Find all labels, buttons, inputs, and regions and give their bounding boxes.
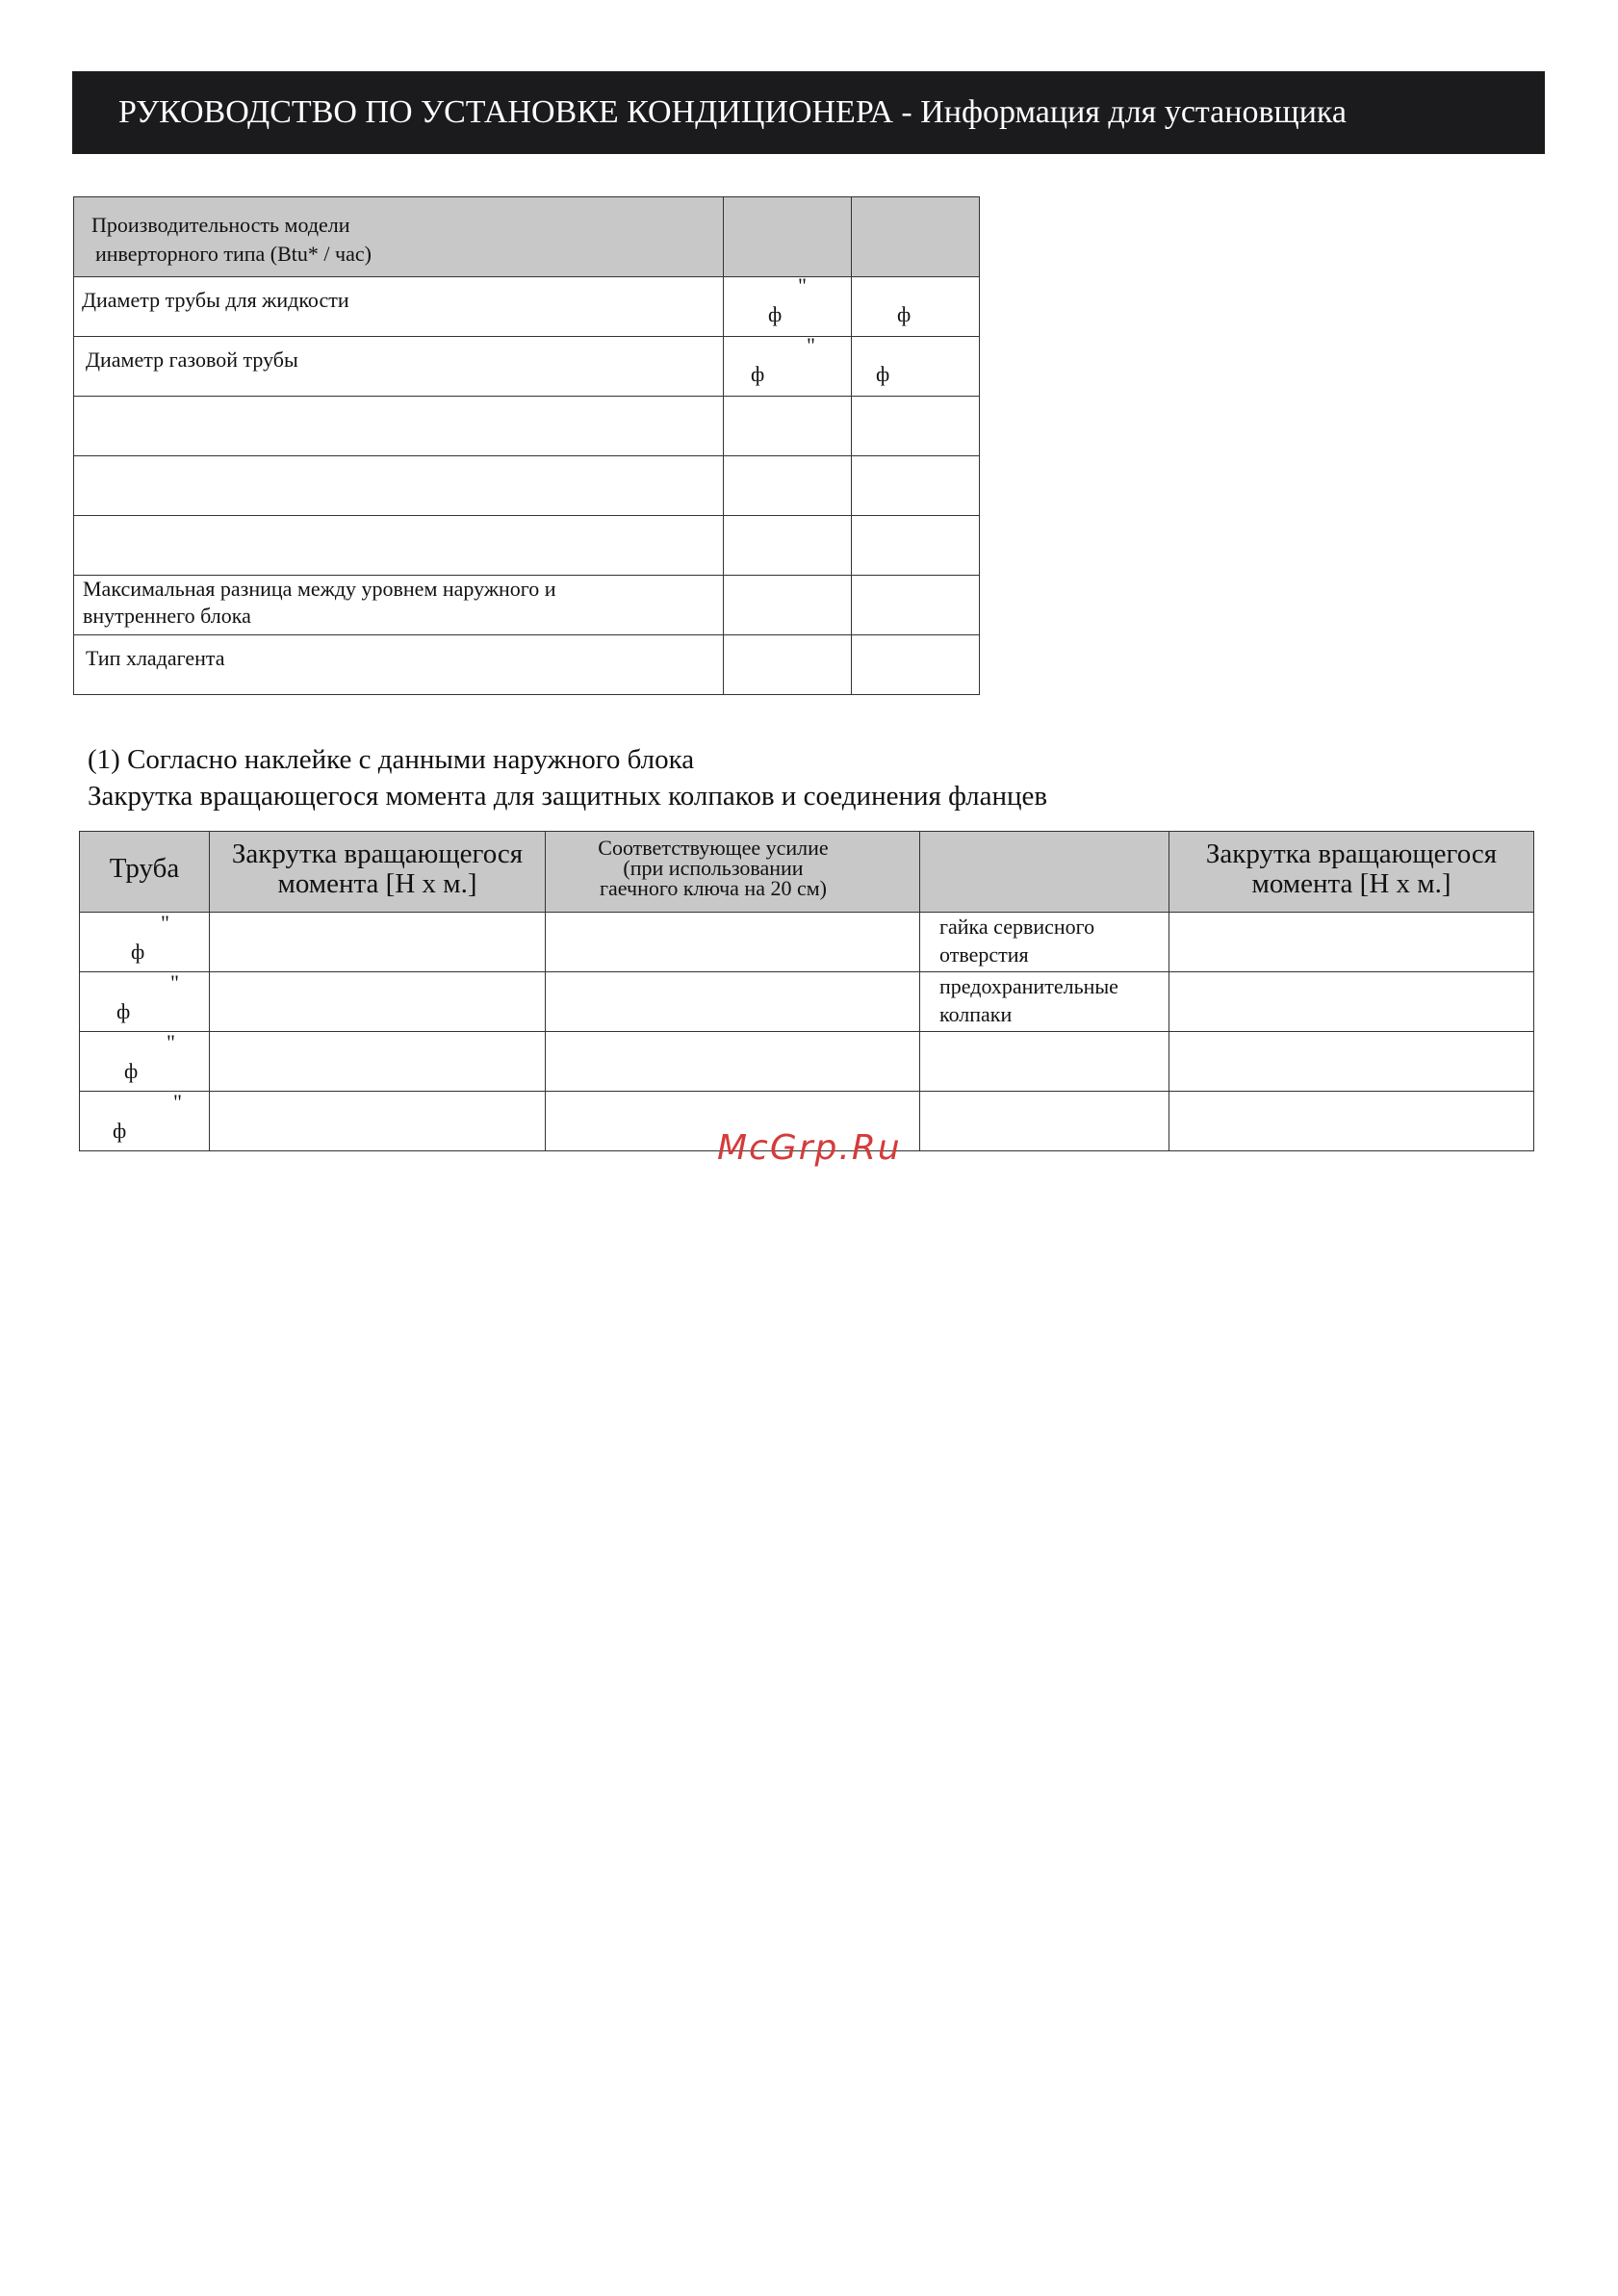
note-line-2: Закрутка вращающегося момента для защитных колпаков и соединения фланцев <box>88 781 1048 812</box>
spec-cell <box>724 576 852 635</box>
torque-header-row <box>80 832 1534 913</box>
torque-cell-2 <box>1169 913 1534 972</box>
spec-header-col-2 <box>852 197 980 277</box>
spec-row-label <box>74 456 724 516</box>
inch-mark: " <box>798 273 807 297</box>
spec-row-label <box>74 397 724 456</box>
header-line-2: момента [Н х м.] <box>277 868 477 899</box>
part-line-1: предохранительные <box>939 974 1118 998</box>
notes <box>88 741 1047 814</box>
spec-cell <box>852 456 980 516</box>
spec-row-label <box>74 516 724 576</box>
header-line-2: инверторного типа (Btu* / час) <box>95 242 372 266</box>
spec-row-height-diff <box>74 576 980 635</box>
spec-cell <box>852 277 980 337</box>
spec-row-label: Тип хладагента <box>74 635 724 695</box>
spec-header-col-1 <box>724 197 852 277</box>
part-cell <box>920 1032 1169 1092</box>
torque-header-torque <box>210 832 546 913</box>
phi-symbol: ф <box>131 940 145 964</box>
inch-mark: " <box>807 333 815 357</box>
part-cell <box>920 913 1169 972</box>
page-title-banner <box>72 71 1545 154</box>
spec-row-refrigerant <box>74 635 980 695</box>
force-cell <box>546 1032 920 1092</box>
spec-row-label: Диаметр газовой трубы <box>74 337 724 397</box>
pipe-cell <box>80 913 210 972</box>
spec-cell <box>724 397 852 456</box>
spec-row-label <box>74 576 724 635</box>
torque-cell-2 <box>1169 1092 1534 1151</box>
torque-row <box>80 913 1534 972</box>
torque-cell <box>210 913 546 972</box>
page-title: РУКОВОДСТВО ПО УСТАНОВКЕ КОНДИЦИОНЕРА - Информация для установщика <box>118 94 1347 130</box>
torque-row <box>80 1032 1534 1092</box>
phi-symbol: ф <box>768 302 783 326</box>
spec-header-label <box>74 197 724 277</box>
header-line-1: Соответствующее усилие <box>598 836 829 860</box>
part-cell <box>920 972 1169 1032</box>
inch-mark: " <box>161 911 169 935</box>
spec-cell <box>724 516 852 576</box>
phi-symbol: ф <box>751 362 765 386</box>
phi-symbol: ф <box>124 1059 139 1083</box>
header-line-1: Закрутка вращающегося <box>1205 838 1498 869</box>
torque-cell <box>210 1092 546 1151</box>
part-line-2: колпаки <box>939 1002 1013 1026</box>
spec-row-empty <box>74 516 980 576</box>
pipe-cell <box>80 1092 210 1151</box>
inch-mark: " <box>173 1090 182 1114</box>
torque-row <box>80 972 1534 1032</box>
torque-header-force <box>546 832 920 913</box>
spec-cell <box>852 576 980 635</box>
pipe-cell <box>80 1032 210 1092</box>
torque-header-pipe: Труба <box>80 832 210 913</box>
spec-row-empty <box>74 397 980 456</box>
spec-cell <box>724 456 852 516</box>
spec-cell <box>852 397 980 456</box>
header-line-1: Производительность модели <box>91 213 350 237</box>
header-line-2: (при использовании <box>623 856 804 880</box>
header-line-1: Закрутка вращающегося <box>231 838 524 869</box>
spec-row-liquid <box>74 277 980 337</box>
spec-cell <box>852 635 980 695</box>
torque-cell <box>210 972 546 1032</box>
force-cell <box>546 913 920 972</box>
part-line-2: отверстия <box>939 942 1029 967</box>
note-line-1: (1) Согласно наклейке с данными наружного блока <box>88 744 695 775</box>
phi-symbol: ф <box>116 999 131 1023</box>
spec-cell <box>724 273 852 337</box>
spec-row-label: Диаметр трубы для жидкости <box>74 277 724 337</box>
phi-symbol: ф <box>876 362 890 386</box>
spec-table <box>73 196 980 695</box>
torque-cell-2 <box>1169 1032 1534 1092</box>
spec-row-empty <box>74 456 980 516</box>
spec-cell <box>852 337 980 397</box>
torque-header-torque-2 <box>1169 832 1534 913</box>
spec-cell <box>724 635 852 695</box>
inch-mark: " <box>170 970 179 994</box>
pipe-cell <box>80 972 210 1032</box>
spec-header-row <box>74 197 980 277</box>
torque-header-part <box>920 832 1169 913</box>
spec-cell <box>852 516 980 576</box>
watermark: McGrp.Ru <box>717 1128 902 1168</box>
phi-symbol: ф <box>113 1119 127 1143</box>
spec-row-gas <box>74 337 980 397</box>
part-cell <box>920 1092 1169 1151</box>
torque-cell-2 <box>1169 972 1534 1032</box>
part-line-1: гайка сервисного <box>939 915 1095 939</box>
phi-symbol: ф <box>897 302 912 326</box>
header-line-3: гаечного ключа на 20 см) <box>600 876 827 900</box>
spec-cell <box>724 333 852 397</box>
header-line-2: момента [Н х м.] <box>1251 868 1451 899</box>
label-line-1: Максимальная разница между уровнем наружного и <box>83 577 556 601</box>
inch-mark: " <box>167 1030 175 1054</box>
force-cell <box>546 972 920 1032</box>
torque-table <box>79 831 1534 1151</box>
torque-cell <box>210 1032 546 1092</box>
label-line-2: внутреннего блока <box>83 604 251 628</box>
